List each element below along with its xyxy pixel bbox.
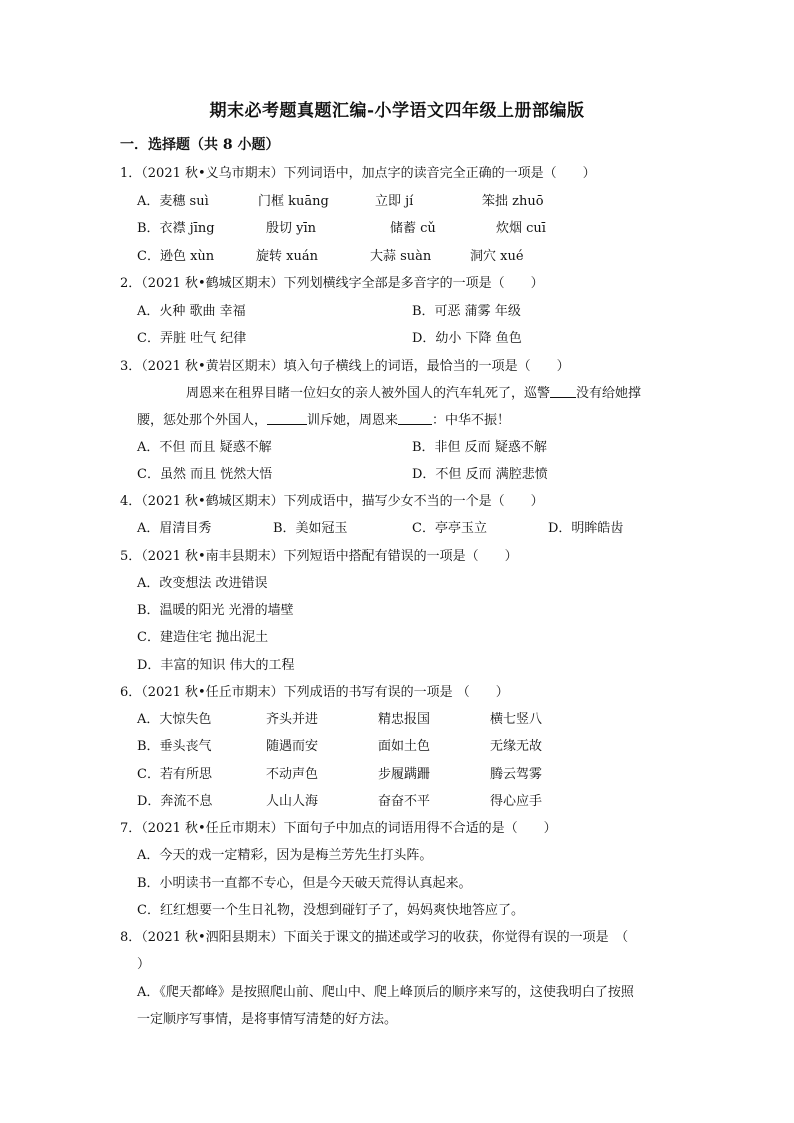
q2-option-a: A．火种 歌曲 幸福	[137, 304, 246, 319]
q1-option-b-2: 殷切 yīn	[266, 221, 317, 236]
q1-option-b-1: B．衣襟 jīng	[137, 221, 215, 236]
question-1-stem: 1．（2021 秋•义乌市期末）下列词语中，加点字的读音完全正确的一项是（ ）	[120, 166, 596, 181]
q7-option-b: B．小明读书一直都不专心，但是今天破天荒得认真起来。	[137, 876, 472, 891]
q8-option-a-line-2: 一定顺序写事情，是将事情写清楚的好方法。	[137, 1012, 398, 1027]
q5-option-a: A．改变想法 改进错误	[137, 576, 268, 591]
q2-option-d: D．幼小 下降 鱼色	[412, 331, 522, 346]
q3-blank-1	[550, 385, 576, 398]
q1-option-b-3: 储蓄 cǔ	[390, 221, 436, 236]
question-8-stem: 8．（2021 秋•泗阳县期末）下面关于课文的描述或学习的收获，你觉得有误的一项是 （	[120, 930, 629, 945]
document-title: 期末必考题真题汇编-小学语文四年级上册部编版	[209, 101, 585, 121]
q6-b-4: 无缘无故	[490, 739, 543, 754]
q6-c-4: 腾云驾雾	[490, 767, 543, 782]
q3-blank-2	[267, 412, 307, 425]
q3-option-b: B．非但 反而 疑惑不解	[412, 440, 547, 455]
question-4-stem: 4．（2021 秋•鹤城区期末）下列成语中，描写少女不当的一个是（ ）	[120, 494, 544, 509]
q8-stem-close: ）	[137, 957, 151, 972]
q6-c-2: 不动声色	[266, 767, 319, 782]
q6-c-3: 步履蹒跚	[378, 767, 431, 782]
q4-option-a: A．眉清目秀	[137, 521, 212, 536]
q6-b-1: B．垂头丧气	[137, 739, 212, 754]
question-7-stem: 7．（2021 秋•任丘市期末）下面句子中加点的词语用得不合适的是（ ）	[120, 821, 557, 836]
question-2-stem: 2．（2021 秋•鹤城区期末）下列划横线字全部是多音字的一项是（ ）	[120, 276, 544, 291]
q8-option-a-line-1: A．《爬天都峰》是按照爬山前、爬山中、爬上峰顶后的顺序来写的，这使我明白了按照	[137, 985, 634, 1000]
question-6-stem: 6．（2021 秋•任丘市期末）下列成语的书写有误的一项是 （ ）	[120, 685, 509, 700]
q3-blank-3	[398, 412, 432, 425]
q3-passage-line-2	[137, 409, 510, 428]
q1-option-a-1: A．麦穗 suì	[137, 194, 209, 209]
q1-option-c-3: 大蒜 suàn	[370, 249, 432, 264]
q1-option-a-4: 笨拙 zhuō	[482, 194, 544, 209]
q1-option-a-2: 门框 kuāng	[258, 194, 329, 209]
q4-option-d: D．明眸皓齿	[548, 521, 624, 536]
question-5-stem: 5．（2021 秋•南丰县期末）下列短语中搭配有错误的一项是（ ）	[120, 549, 518, 564]
q2-option-c: C．弄脏 吐气 纪律	[137, 331, 247, 346]
q6-d-4: 得心应手	[490, 794, 543, 809]
q3-option-d: D．不但 反而 满腔悲愤	[412, 467, 548, 482]
question-3-stem: 3．（2021 秋•黄岩区期末）填入句子横线上的词语，最恰当的一项是（ ）	[120, 359, 570, 374]
q5-option-c: C．建造住宅 抛出泥土	[137, 630, 269, 645]
q1-option-a-3: 立即 jí	[375, 194, 414, 209]
q6-a-2: 齐头并进	[266, 712, 319, 727]
q7-option-a: A．今天的戏一定精彩，因为是梅兰芳先生打头阵。	[137, 848, 433, 863]
q3-option-a: A．不但 而且 疑惑不解	[137, 440, 272, 455]
q6-b-2: 随遇而安	[266, 739, 319, 754]
q2-option-b: B．可恶 蒲雾 年级	[412, 304, 521, 319]
q6-a-3: 精忠报国	[378, 712, 431, 727]
section-heading: 一．选择题（共 8 小题）	[120, 137, 280, 153]
q6-b-3: 面如土色	[378, 739, 431, 754]
q6-a-1: A．大惊失色	[137, 712, 212, 727]
q6-a-4: 横七竖八	[490, 712, 543, 727]
q6-c-1: C．若有所思	[137, 767, 212, 782]
q3-passage-2c: ：中华不振！	[432, 413, 511, 428]
q3-option-c: C．虽然 而且 恍然大悟	[137, 467, 273, 482]
q7-option-c: C．红红想要一个生日礼物，没想到碰钉子了，妈妈爽快地答应了。	[137, 903, 524, 918]
q1-option-c-2: 旋转 xuán	[256, 249, 318, 264]
q1-option-b-4: 炊烟 cuī	[496, 221, 546, 236]
q1-option-c-4: 洞穴 xué	[470, 249, 524, 264]
q3-passage-2b: 训斥她，周恩来	[307, 413, 399, 428]
q5-option-d: D．丰富的知识 伟大的工程	[137, 658, 295, 673]
q5-option-b: B．温暖的阳光 光滑的墙壁	[137, 603, 294, 618]
q3-passage-1a: 周恩来在租界目睹一位妇女的亲人被外国人的汽车轧死了，巡警	[186, 386, 551, 401]
q3-passage-2a: 腰，惩处那个外国人，	[137, 413, 268, 428]
q6-d-3: 奋奋不平	[378, 794, 431, 809]
q3-passage-line-1	[186, 382, 641, 401]
q6-d-2: 人山人海	[266, 794, 319, 809]
q1-option-c-1: C．逊色 xùn	[137, 249, 215, 264]
q3-passage-1b: 没有给她撑	[576, 386, 642, 401]
q4-option-b: B．美如冠玉	[273, 521, 348, 536]
q4-option-c: C．亭亭玉立	[412, 521, 487, 536]
q6-d-1: D．奔流不息	[137, 794, 213, 809]
